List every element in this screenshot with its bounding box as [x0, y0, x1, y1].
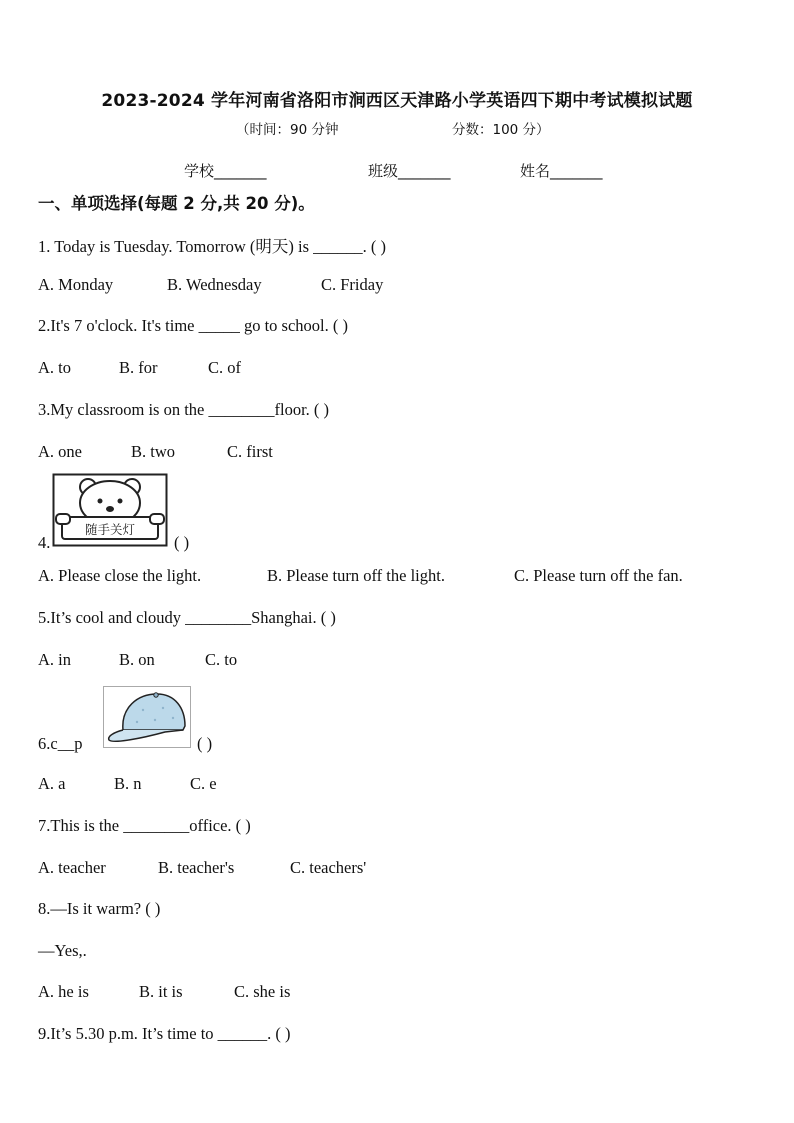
q6-option-a[interactable]: A. a: [38, 774, 66, 793]
q5-option-b[interactable]: B. on: [119, 650, 155, 669]
question-1-stem: 1. Today is Tuesday. Tomorrow (明天) is ______. ( ): [38, 237, 387, 256]
exam-score: 分数：100 分）: [452, 122, 550, 138]
question-3-stem: 3.My classroom is on the ________floor. ( ): [38, 400, 330, 419]
name-field[interactable]: 姓名_______: [520, 162, 603, 180]
q6-option-b[interactable]: B. n: [114, 774, 142, 793]
q7-option-a[interactable]: A. teacher: [38, 858, 106, 877]
q8-option-b[interactable]: B. it is: [139, 982, 183, 1001]
q5-option-c[interactable]: C. to: [205, 650, 238, 669]
question-6-word: 6.c__p: [38, 734, 83, 753]
q1-option-c[interactable]: C. Friday: [321, 275, 384, 294]
exam-time: （时间：90 分钟: [236, 122, 339, 138]
section-heading: 一、单项选择(每题 2 分,共 20 分)。: [38, 194, 315, 213]
q6-option-c[interactable]: C. e: [190, 774, 217, 793]
question-4-number: 4.: [38, 533, 51, 552]
q2-option-b[interactable]: B. for: [119, 358, 158, 377]
q4-option-a[interactable]: A. Please close the light.: [38, 566, 202, 585]
q7-option-b[interactable]: B. teacher's: [158, 858, 235, 877]
q5-option-a[interactable]: A. in: [38, 650, 71, 669]
q2-option-c[interactable]: C. of: [208, 358, 241, 377]
q8-option-c[interactable]: C. she is: [234, 982, 291, 1001]
question-8-answer-line: —Yes,.: [38, 941, 87, 960]
q1-option-a[interactable]: A. Monday: [38, 275, 114, 294]
q3-option-a[interactable]: A. one: [38, 442, 82, 461]
q8-option-a[interactable]: A. he is: [38, 982, 89, 1001]
q4-option-c[interactable]: C. Please turn off the fan.: [514, 566, 683, 585]
question-7-stem: 7.This is the ________office. ( ): [38, 816, 251, 835]
question-8-stem: 8.—Is it warm? ( ): [38, 899, 161, 918]
question-5-stem: 5.It’s cool and cloudy ________Shanghai. ( ): [38, 608, 336, 627]
q3-option-c[interactable]: C. first: [227, 442, 273, 461]
question-9-stem: 9.It’s 5.30 p.m. It’s time to ______. ( ): [38, 1024, 291, 1043]
q3-option-b[interactable]: B. two: [131, 442, 176, 461]
question-4-paren: ( ): [174, 533, 190, 552]
school-field[interactable]: 学校_______: [184, 162, 267, 180]
q1-option-b[interactable]: B. Wednesday: [167, 275, 262, 294]
page-title: 2023-2024 学年河南省洛阳市涧西区天津路小学英语四下期中考试模拟试题: [101, 91, 693, 111]
q2-option-a[interactable]: A. to: [38, 358, 71, 377]
class-field[interactable]: 班级_______: [368, 162, 451, 180]
q4-option-b[interactable]: B. Please turn off the light.: [267, 566, 445, 585]
sign-text: 随手关灯: [84, 522, 136, 537]
cap-image: [103, 686, 191, 748]
question-2-stem: 2.It's 7 o'clock. It's time _____ go to school. ( ): [38, 316, 349, 335]
turn-off-light-sign-image: [52, 473, 168, 547]
q7-option-c[interactable]: C. teachers': [290, 858, 367, 877]
question-6-paren: ( ): [197, 734, 213, 753]
